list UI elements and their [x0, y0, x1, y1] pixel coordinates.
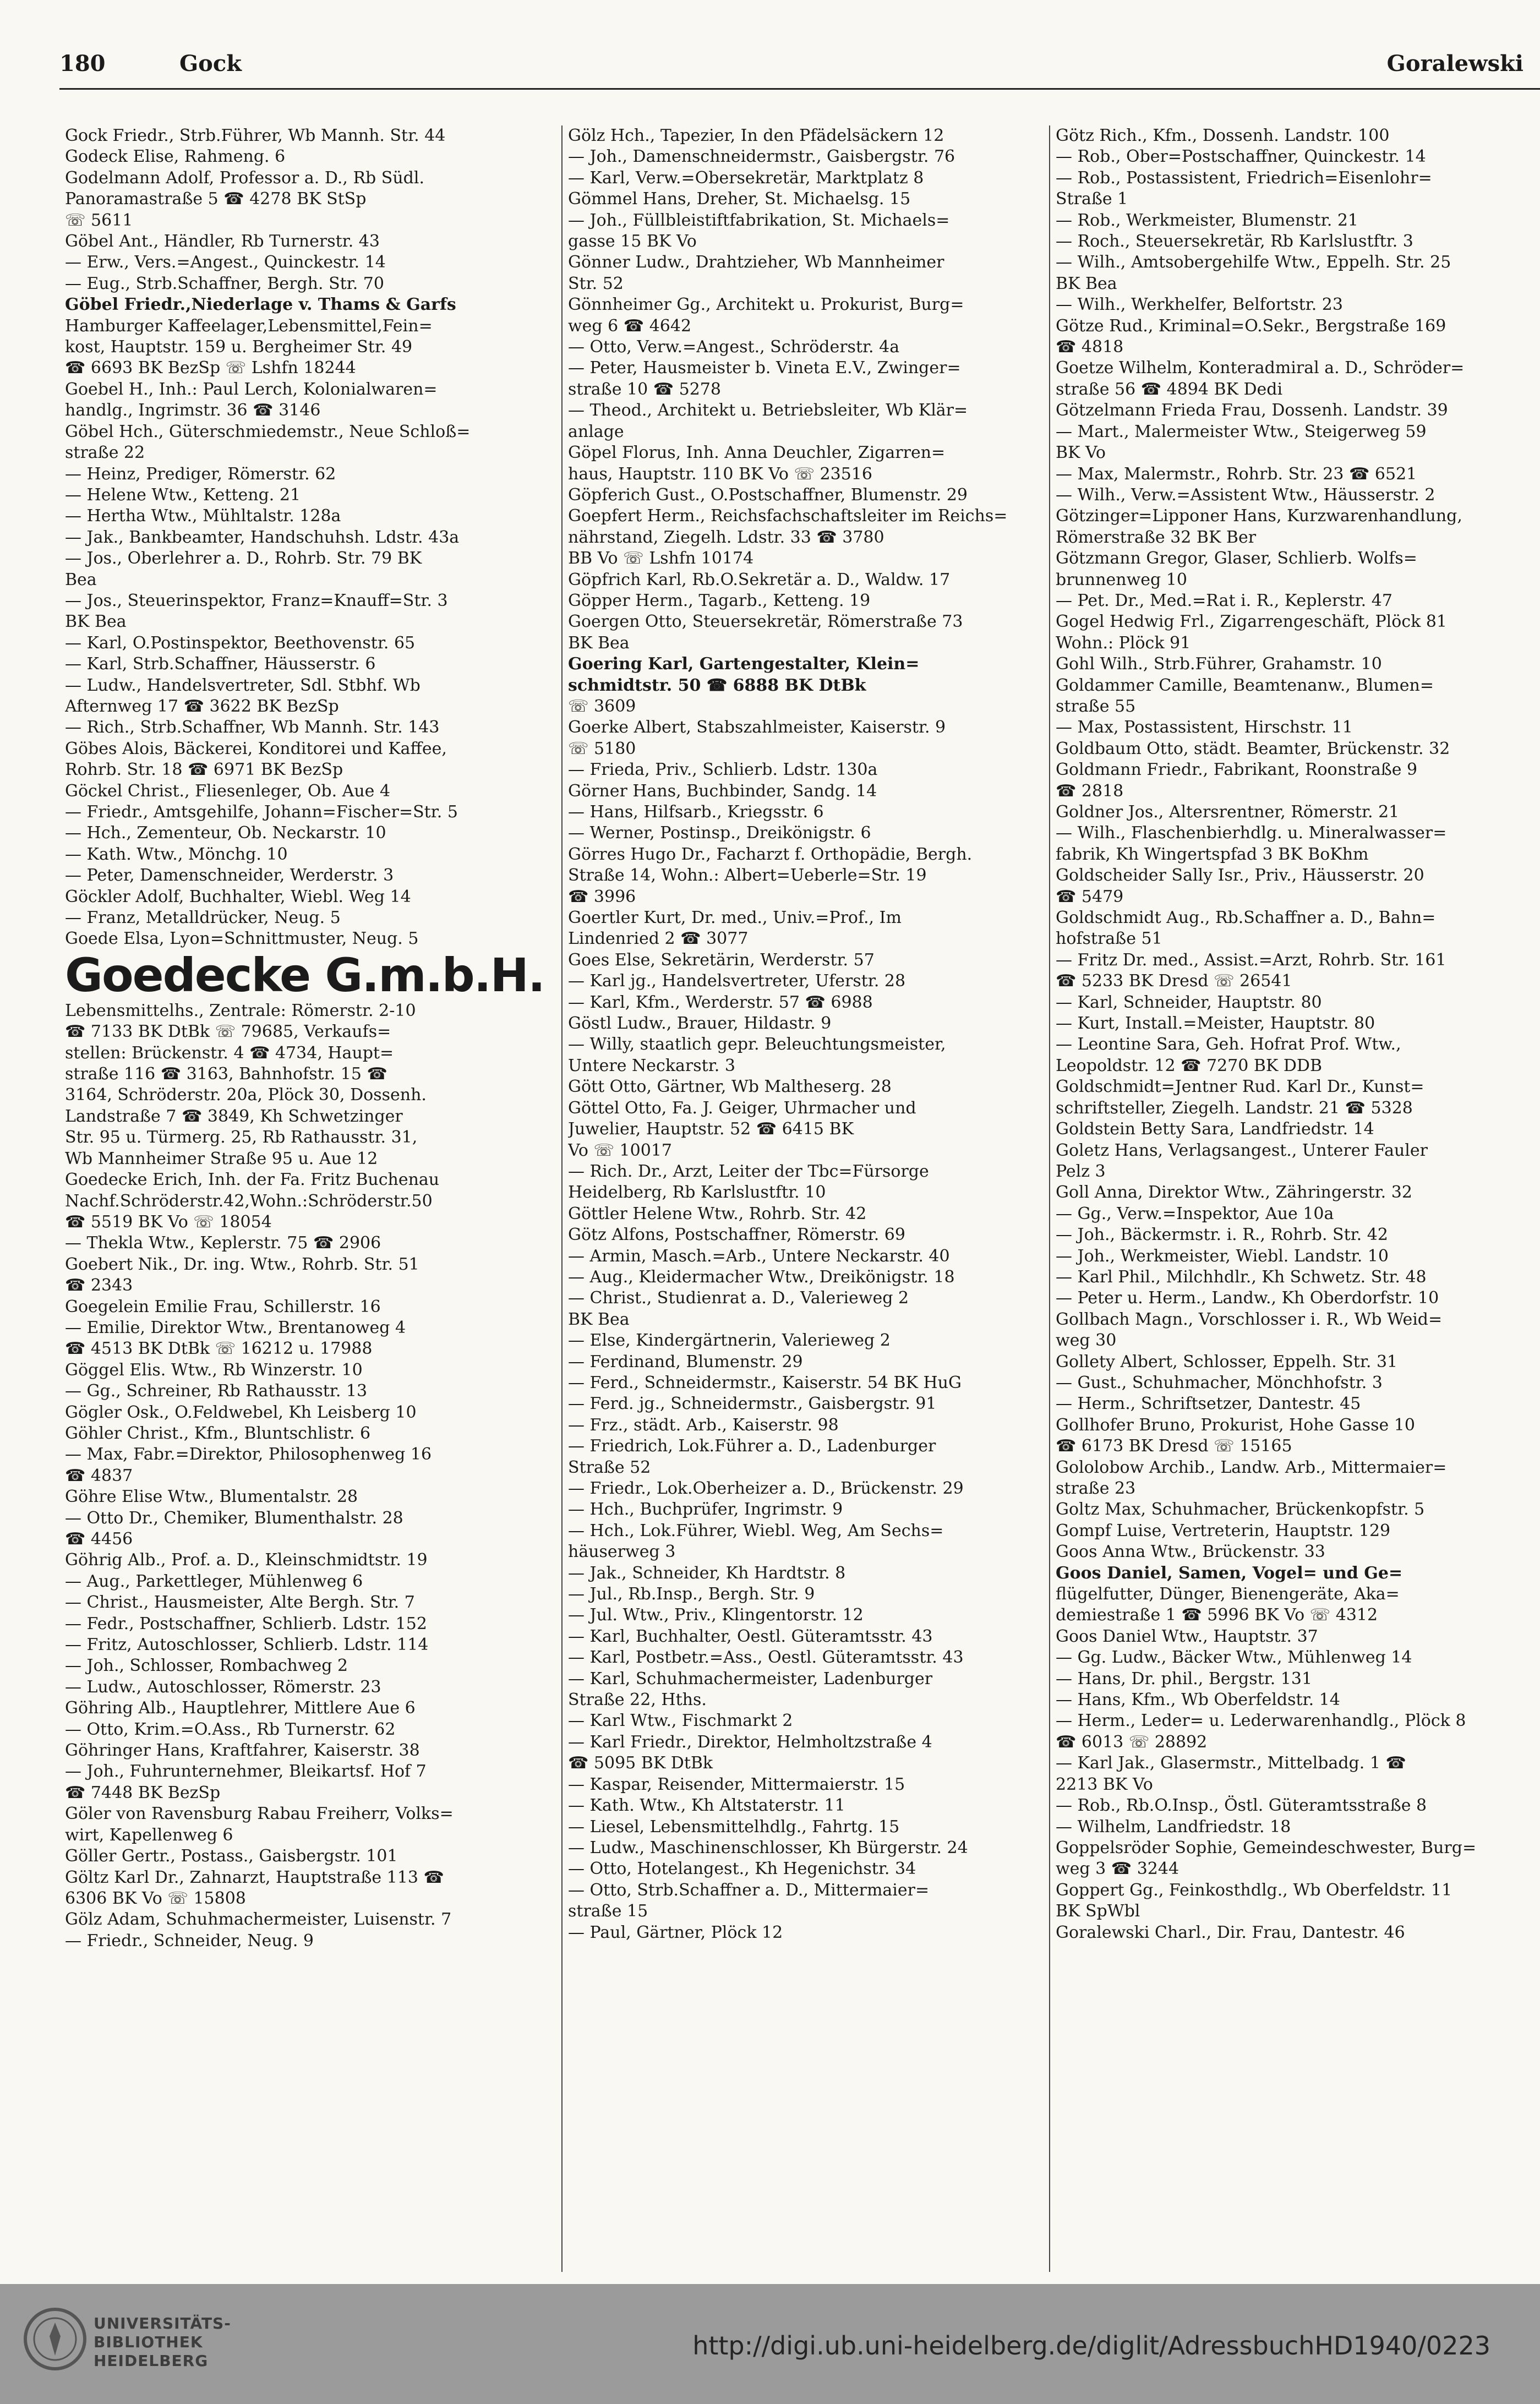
directory-entry: — Ferd., Schneidermstr., Kaiserstr. 54 BK HuG [568, 1373, 962, 1392]
directory-entry: anlage [568, 422, 624, 441]
directory-entry: Goede Elsa, Lyon=Schnittmuster, Neug. 5 [65, 929, 419, 949]
directory-entry: Goll Anna, Direktor Wtw., Zähringerstr. 32 [1056, 1183, 1412, 1203]
directory-entry: kost, Hauptstr. 159 u. Bergheimer Str. 49 [65, 337, 413, 357]
directory-entry: — Frieda, Priv., Schlierb. Ldstr. 130a [568, 760, 878, 780]
directory-entry: — Willy, staatlich gepr. Beleuchtungsmeister, [568, 1035, 946, 1055]
directory-entry: Göhler Christ., Kfm., Bluntschlistr. 6 [65, 1423, 371, 1443]
directory-entry: Str. 52 [568, 274, 624, 293]
directory-entry: Gollety Albert, Schlosser, Eppelh. Str. 31 [1056, 1352, 1398, 1372]
directory-entry: Straße 14, Wohn.: Albert=Ueberle=Str. 19 [568, 866, 927, 886]
directory-entry: Götz Rich., Kfm., Dossenh. Landstr. 100 [1056, 126, 1390, 145]
directory-entry: Heidelberg, Rb Karlslustftr. 10 [568, 1183, 826, 1203]
directory-entry: Gömmel Hans, Dreher, St. Michaelsg. 15 [568, 189, 911, 209]
directory-entry: — Friedr., Schneider, Neug. 9 [65, 1931, 314, 1950]
directory-entry: Götzinger=Lipponer Hans, Kurzwarenhandlung, [1056, 506, 1462, 526]
directory-entry: ☏ 5180 [568, 739, 636, 758]
directory-entry: Gohl Wilh., Strb.Führer, Grahamstr. 10 [1056, 654, 1382, 674]
directory-entry: Goldner Jos., Altersrentner, Römerstr. 21 [1056, 802, 1400, 822]
directory-entry: — Wilh., Werkhelfer, Belfortstr. 23 [1056, 295, 1343, 315]
directory-entry: hofstraße 51 [1056, 929, 1162, 949]
library-name [94, 2314, 231, 2370]
directory-entry: ☎ 2818 [1056, 781, 1124, 801]
directory-entry: Goletz Hans, Verlagsangest., Unterer Fauler [1056, 1140, 1428, 1160]
directory-entry: — Karl, Postbetr.=Ass., Oestl. Güteramtsstr. 43 [568, 1648, 964, 1668]
directory-entry: — Erw., Vers.=Angest., Quinckestr. 14 [65, 253, 386, 272]
directory-entry: — Hans, Kfm., Wb Oberfeldstr. 14 [1056, 1690, 1340, 1710]
directory-entry: schmidtstr. 50 ☎ 6888 BK DtBk [568, 675, 866, 695]
directory-entry: — Rob., Werkmeister, Blumenstr. 21 [1056, 210, 1359, 230]
directory-entry: straße 55 [1056, 696, 1136, 716]
page-header [59, 51, 1523, 78]
directory-entry: Gölz Adam, Schuhmachermeister, Luisenstr. 7 [65, 1910, 452, 1930]
directory-entry: straße 23 [1056, 1479, 1136, 1498]
directory-entry: Goergen Otto, Steuersekretär, Römerstraße 73 [568, 612, 963, 632]
directory-entry: Goegelein Emilie Frau, Schillerstr. 16 [65, 1297, 381, 1316]
directory-entry: — Rich., Strb.Schaffner, Wb Mannh. Str. 143 [65, 718, 440, 737]
directory-entry: — Werner, Postinsp., Dreikönigstr. 6 [568, 823, 871, 843]
directory-entry: — Kurt, Install.=Meister, Hauptstr. 80 [1056, 1014, 1375, 1034]
directory-entry: — Hans, Hilfsarb., Kriegsstr. 6 [568, 802, 824, 822]
directory-entry: — Max, Postassistent, Hirschstr. 11 [1056, 718, 1353, 737]
directory-entry: Göggel Elis. Wtw., Rb Winzerstr. 10 [65, 1360, 363, 1380]
directory-entry: Göpel Florus, Inh. Anna Deuchler, Zigarren= [568, 443, 946, 463]
directory-entry: — Wilhelm, Landfriedstr. 18 [1056, 1817, 1291, 1837]
directory-entry: Panoramastraße 5 ☎ 4278 BK StSp [65, 189, 367, 209]
directory-entry: — Otto, Hotelangest., Kh Hegenichstr. 34 [568, 1859, 916, 1879]
directory-entry: — Karl, Strb.Schaffner, Häusserstr. 6 [65, 654, 376, 674]
directory-entry: 6306 BK Vo ☏ 15808 [65, 1888, 246, 1908]
directory-entry: — Karl, Verw.=Obersekretär, Marktplatz 8 [568, 168, 924, 188]
directory-entry: Goos Daniel, Samen, Vogel= und Ge= [1056, 1563, 1403, 1583]
source-url-link[interactable]: http://digi.ub.uni-heidelberg.de/diglit/AdressbuchHD1940/0223 [692, 2331, 1490, 2361]
directory-entry: ☎ 5233 BK Dresd ☏ 26541 [1056, 971, 1292, 991]
directory-entry: — Helene Wtw., Ketteng. 21 [65, 485, 301, 505]
directory-entry: BB Vo ☏ Lshfn 10174 [568, 549, 754, 569]
directory-entry: gasse 15 BK Vo [568, 232, 697, 252]
library-name-line: UNIVERSITÄTS- [94, 2314, 231, 2332]
directory-entry: Rohrb. Str. 18 ☎ 6971 BK BezSp [65, 760, 343, 780]
directory-entry: — Gust., Schuhmacher, Mönchhofstr. 3 [1056, 1373, 1383, 1392]
directory-entry: — Liesel, Lebensmittelhdlg., Fahrtg. 15 [568, 1817, 900, 1837]
directory-entry: — Otto, Verw.=Angest., Schröderstr. 4a [568, 337, 900, 357]
directory-entry: Göbel Hch., Güterschmiedemstr., Neue Schloß= [65, 422, 471, 441]
directory-entry: straße 10 ☎ 5278 [568, 379, 721, 399]
directory-entry: ☎ 5519 BK Vo ☏ 18054 [65, 1212, 272, 1232]
directory-entry: — Gg. Ludw., Bäcker Wtw., Mühlenweg 14 [1056, 1648, 1412, 1668]
directory-entry: — Jos., Steuerinspektor, Franz=Knauff=Str. 3 [65, 591, 448, 610]
directory-entry: ☏ 5611 [65, 210, 133, 230]
directory-entry: — Joh., Füllbleistiftfabrikation, St. Michaels= [568, 210, 950, 230]
directory-entry: — Kaspar, Reisender, Mittermaierstr. 15 [568, 1774, 905, 1794]
directory-entry: — Herm., Leder= u. Lederwarenhandlg., Plöck 8 [1056, 1711, 1466, 1731]
library-footer [0, 2284, 1540, 2404]
library-name-line: BIBLIOTHEK [94, 2333, 203, 2351]
directory-entry: Gollbach Magn., Vorschlosser i. R., Wb Weid= [1056, 1309, 1443, 1329]
directory-entry: Straße 1 [1056, 189, 1128, 209]
directory-entry: Göttler Helene Wtw., Rohrb. Str. 42 [568, 1204, 867, 1223]
directory-entry: — Joh., Fuhrunternehmer, Bleikartsf. Hof 7 [65, 1762, 427, 1782]
directory-entry: — Karl, Schneider, Hauptstr. 80 [1056, 992, 1322, 1012]
directory-entry: Goetze Wilhelm, Konteradmiral a. D., Schröder= [1056, 358, 1465, 378]
directory-entry: demiestraße 1 ☎ 5996 BK Vo ☏ 4312 [1056, 1605, 1378, 1625]
directory-entry: — Theod., Architekt u. Betriebsleiter, Wb Klär= [568, 401, 968, 420]
directory-entry: — Karl, Kfm., Werderstr. 57 ☎ 6988 [568, 992, 873, 1012]
directory-entry: — Wilh., Amtsobergehilfe Wtw., Eppelh. Str. 25 [1056, 253, 1451, 272]
header-rule [59, 88, 1540, 90]
directory-entry: Göstl Ludw., Brauer, Hildastr. 9 [568, 1014, 832, 1034]
directory-entry: straße 22 [65, 443, 145, 463]
directory-entry: Götzmann Gregor, Glaser, Schlierb. Wolfs= [1056, 549, 1417, 569]
directory-entry: — Hch., Zementeur, Ob. Neckarstr. 10 [65, 823, 386, 843]
directory-entry: BK Bea [65, 612, 127, 632]
directory-entry: Gololobow Archib., Landw. Arb., Mittermaier= [1056, 1457, 1447, 1477]
directory-entry: — Gg., Schreiner, Rb Rathausstr. 13 [65, 1381, 368, 1401]
directory-entry: Göler von Ravensburg Rabau Freiherr, Volks= [65, 1804, 454, 1824]
directory-entry: Vo ☏ 10017 [568, 1140, 672, 1160]
directory-entry: brunnenweg 10 [1056, 570, 1187, 589]
directory-entry: fabrik, Kh Wingertspfad 3 BK BoKhm [1056, 844, 1369, 864]
directory-entry: — Joh., Bäckermstr. i. R., Rohrb. Str. 42 [1056, 1225, 1388, 1245]
directory-entry: — Ludw., Maschinenschlosser, Kh Bürgerstr. 24 [568, 1838, 968, 1857]
directory-entry: Göbel Ant., Händler, Rb Turnerstr. 43 [65, 232, 380, 252]
directory-entry: ☎ 4456 [65, 1529, 133, 1549]
directory-entry: ☎ 4837 [65, 1466, 133, 1485]
directory-entry: — Jak., Schneider, Kh Hardtstr. 8 [568, 1563, 846, 1583]
directory-entry: — Karl jg., Handelsvertreter, Uferstr. 28 [568, 971, 906, 991]
directory-entry: Godeck Elise, Rahmeng. 6 [65, 147, 286, 167]
directory-entry: — Eug., Strb.Schaffner, Bergh. Str. 70 [65, 274, 384, 293]
directory-entry: Göckel Christ., Fliesenleger, Ob. Aue 4 [65, 781, 391, 801]
directory-entry: Goebert Nik., Dr. ing. Wtw., Rohrb. Str. 51 [65, 1254, 419, 1274]
directory-entry: — Christ., Hausmeister, Alte Bergh. Str. 7 [65, 1593, 415, 1613]
directory-entry: — Kath. Wtw., Mönchg. 10 [65, 844, 288, 864]
directory-entry: BK Bea [568, 633, 630, 653]
directory-entry: Lebensmittelhs., Zentrale: Römerstr. 2-10 [65, 1001, 416, 1020]
directory-entry: Gompf Luise, Vertreterin, Hauptstr. 129 [1056, 1521, 1391, 1540]
directory-entry: Görres Hugo Dr., Facharzt f. Orthopädie, Bergh. [568, 844, 973, 864]
directory-entry: — Friedr., Lok.Oberheizer a. D., Brückenstr. 29 [568, 1479, 964, 1498]
directory-entry: flügelfutter, Dünger, Bienengeräte, Aka= [1056, 1585, 1400, 1604]
header-right-keyword: Goralewski [1386, 51, 1523, 77]
directory-entry: — Wilh., Flaschenbierhdlg. u. Mineralwasser= [1056, 823, 1447, 843]
directory-entry: Goltz Max, Schuhmacher, Brückenkopfstr. 5 [1056, 1500, 1425, 1520]
directory-entry: Nachf.Schröderstr.42,Wohn.:Schröderstr.50 [65, 1191, 433, 1211]
directory-entry: Goralewski Charl., Dir. Frau, Dantestr. 46 [1056, 1922, 1405, 1942]
directory-entry: Goldscheider Sally Isr., Priv., Häusserstr. 20 [1056, 866, 1424, 886]
directory-entry: Goes Else, Sekretärin, Werderstr. 57 [568, 950, 875, 970]
page-number: 180 [59, 51, 106, 77]
directory-entry: Goedecke G.m.b.H. [65, 949, 544, 1001]
directory-entry: Göhringer Hans, Kraftfahrer, Kaiserstr. 38 [65, 1741, 420, 1761]
directory-entry: Göttel Otto, Fa. J. Geiger, Uhrmacher und [568, 1098, 916, 1118]
directory-entry: Goldschmidt=Jentner Rud. Karl Dr., Kunst= [1056, 1077, 1424, 1097]
directory-entry: Goldmann Friedr., Fabrikant, Roonstraße 9 [1056, 760, 1418, 780]
directory-entry: — Herm., Schriftsetzer, Dantestr. 45 [1056, 1394, 1361, 1414]
directory-entry: Goepfert Herm., Reichsfachschaftsleiter im Reichs= [568, 506, 1008, 526]
directory-entry: schriftsteller, Ziegelh. Landstr. 21 ☎ 5328 [1056, 1098, 1413, 1118]
directory-entry: ☎ 5479 [1056, 887, 1124, 906]
directory-entry: — Gg., Verw.=Inspektor, Aue 10a [1056, 1204, 1334, 1223]
directory-entry: — Peter, Damenschneider, Werderstr. 3 [65, 866, 394, 886]
directory-entry: — Karl Wtw., Fischmarkt 2 [568, 1711, 793, 1731]
directory-entry: — Christ., Studienrat a. D., Valerieweg 2 [568, 1288, 909, 1308]
directory-entry: ☎ 2343 [65, 1276, 133, 1296]
directory-entry: — Karl, Buchhalter, Oestl. Güteramtsstr. 43 [568, 1626, 933, 1646]
directory-entry: — Karl Friedr., Direktor, Helmholtzstraße 4 [568, 1732, 932, 1752]
directory-entry: ☎ 7448 BK BezSp [65, 1783, 221, 1802]
directory-entry: — Joh., Schlosser, Rombachweg 2 [65, 1656, 348, 1676]
directory-entry: Bea [65, 570, 97, 589]
directory-entry: — Leontine Sara, Geh. Hofrat Prof. Wtw., [1056, 1035, 1401, 1055]
directory-entry: — Joh., Damenschneidermstr., Gaisbergstr. 76 [568, 147, 955, 167]
directory-entry: Straße 22, Hths. [568, 1690, 707, 1710]
directory-entry: straße 56 ☎ 4894 BK Dedi [1056, 379, 1283, 399]
directory-entry: — Heinz, Prediger, Römerstr. 62 [65, 464, 336, 484]
directory-entry: — Ferdinand, Blumenstr. 29 [568, 1352, 803, 1372]
directory-entry: ☎ 6693 BK BezSp ☏ Lshfn 18244 [65, 358, 356, 378]
directory-entry: Göhre Elise Wtw., Blumentalstr. 28 [65, 1487, 358, 1507]
directory-entry: Göpper Herm., Tagarb., Ketteng. 19 [568, 591, 871, 610]
directory-entry: Göhring Alb., Hauptlehrer, Mittlere Aue 6 [65, 1698, 416, 1718]
directory-entry: — Pet. Dr., Med.=Rat i. R., Keplerstr. 47 [1056, 591, 1392, 610]
directory-entry: Göckler Adolf, Buchhalter, Wiebl. Weg 14 [65, 887, 411, 906]
directory-entry: — Frz., städt. Arb., Kaiserstr. 98 [568, 1415, 839, 1435]
directory-entry: — Thekla Wtw., Keplerstr. 75 ☎ 2906 [65, 1233, 381, 1253]
directory-entry: Göhrig Alb., Prof. a. D., Kleinschmidtstr. 19 [65, 1550, 428, 1570]
directory-entry: häuserweg 3 [568, 1542, 676, 1562]
directory-entry: Goertler Kurt, Dr. med., Univ.=Prof., Im [568, 908, 902, 928]
directory-entry: Göbel Friedr.,Niederlage v. Thams & Garfs [65, 295, 456, 315]
directory-entry: — Max, Fabr.=Direktor, Philosophenweg 16 [65, 1445, 432, 1465]
directory-entry: Götze Rud., Kriminal=O.Sekr., Bergstraße 169 [1056, 316, 1446, 336]
directory-entry: BK Bea [568, 1309, 630, 1329]
directory-entry: Goldstein Betty Sara, Landfriedstr. 14 [1056, 1119, 1374, 1139]
library-name-line: HEIDELBERG [94, 2352, 209, 2370]
directory-entry: Goldammer Camille, Beamtenanw., Blumen= [1056, 675, 1434, 695]
directory-entry: — Jak., Bankbeamter, Handschuhsh. Ldstr. 43a [65, 527, 460, 547]
directory-entry: Pelz 3 [1056, 1161, 1106, 1181]
directory-entry: Gönner Ludw., Drahtzieher, Wb Mannheimer [568, 253, 944, 272]
directory-entry: Str. 95 u. Türmerg. 25, Rb Rathausstr. 31, [65, 1128, 418, 1148]
directory-entry: BK SpWbl [1056, 1902, 1140, 1921]
directory-entry: Gölz Hch., Tapezier, In den Pfädelsäckern 12 [568, 126, 944, 145]
directory-entry: — Friedr., Amtsgehilfe, Johann=Fischer=Str. 5 [65, 802, 458, 822]
directory-entry: — Joh., Werkmeister, Wiebl. Landstr. 10 [1056, 1246, 1389, 1266]
directory-entry: Göller Gertr., Postass., Gaisbergstr. 101 [65, 1846, 398, 1866]
directory-entry: Goos Anna Wtw., Brückenstr. 33 [1056, 1542, 1325, 1562]
directory-entry: — Hans, Dr. phil., Bergstr. 131 [1056, 1669, 1313, 1689]
directory-entry: — Karl, Schuhmachermeister, Ladenburger [568, 1669, 933, 1689]
directory-entry: Lindenried 2 ☎ 3077 [568, 929, 749, 949]
directory-entry: — Fritz, Autoschlosser, Schlierb. Ldstr. 114 [65, 1635, 429, 1655]
directory-entry: Leopoldstr. 12 ☎ 7270 BK DDB [1056, 1056, 1323, 1075]
directory-entry: Götzelmann Frieda Frau, Dossenh. Landstr. 39 [1056, 401, 1448, 420]
directory-entry: — Peter u. Herm., Landw., Kh Oberdorfstr. 10 [1056, 1288, 1439, 1308]
directory-entry: — Hch., Lok.Führer, Wiebl. Weg, Am Sechs= [568, 1521, 944, 1540]
column-1 [65, 125, 555, 2272]
directory-entry: Göbes Alois, Bäckerei, Konditorei und Kaffee, [65, 739, 447, 758]
directory-entry: Goering Karl, Gartengestalter, Klein= [568, 654, 920, 674]
directory-entry: ☎ 4818 [1056, 337, 1124, 357]
directory-entry: — Karl, O.Postinspektor, Beethovenstr. 65 [65, 633, 416, 653]
directory-entry: — Otto, Krim.=O.Ass., Rb Turnerstr. 62 [65, 1719, 396, 1739]
directory-entry: — Karl Jak., Glasermstr., Mittelbadg. 1 ☎ [1056, 1753, 1406, 1773]
directory-entry: Göpfrich Karl, Rb.O.Sekretär a. D., Waldw. 17 [568, 570, 951, 589]
directory-entry: Gögler Osk., O.Feldwebel, Kh Leisberg 10 [65, 1402, 417, 1422]
directory-entry: — Friedrich, Lok.Führer a. D., Ladenburger [568, 1436, 936, 1456]
directory-entry: — Else, Kindergärtnerin, Valerieweg 2 [568, 1331, 891, 1351]
directory-entry: ☎ 6173 BK Dresd ☏ 15165 [1056, 1436, 1292, 1456]
directory-entry: Gogel Hedwig Frl., Zigarrengeschäft, Plöck 81 [1056, 612, 1448, 632]
directory-entry: — Rob., Postassistent, Friedrich=Eisenlohr= [1056, 168, 1432, 188]
directory-entry: Gock Friedr., Strb.Führer, Wb Mannh. Str. 44 [65, 126, 446, 145]
directory-entry: — Rob., Rb.O.Insp., Östl. Güteramtsstraße 8 [1056, 1796, 1427, 1816]
directory-entry: — Mart., Malermeister Wtw., Steigerweg 59 [1056, 422, 1427, 441]
directory-entry: ☎ 4513 BK DtBk ☏ 16212 u. 17988 [65, 1339, 373, 1359]
directory-entry: weg 30 [1056, 1331, 1117, 1351]
directory-entry: Goedecke Erich, Inh. der Fa. Fritz Buchenau [65, 1170, 440, 1190]
directory-entry: — Otto Dr., Chemiker, Blumenthalstr. 28 [65, 1508, 403, 1528]
directory-entry: — Rich. Dr., Arzt, Leiter der Tbc=Fürsorge [568, 1161, 929, 1181]
directory-entry: — Ludw., Handelsvertreter, Sdl. Stbhf. Wb [65, 675, 421, 695]
directory-entry: Gött Otto, Gärtner, Wb Maltheserg. 28 [568, 1077, 892, 1097]
directory-entry: Göltz Karl Dr., Zahnarzt, Hauptstraße 113 ☎ [65, 1867, 444, 1887]
directory-entry: ☏ 3609 [568, 696, 636, 716]
directory-entry: — Roch., Steuersekretär, Rb Karlslustftr. 3 [1056, 232, 1413, 252]
directory-entry: — Franz, Metalldrücker, Neug. 5 [65, 908, 341, 928]
directory-entry: Landstraße 7 ☎ 3849, Kh Schwetzinger [65, 1106, 403, 1126]
directory-entry: — Jul. Wtw., Priv., Klingentorstr. 12 [568, 1605, 864, 1625]
directory-entry: 3164, Schröderstr. 20a, Plöck 30, Dossenh. [65, 1085, 427, 1105]
directory-entry: — Hch., Buchprüfer, Ingrimstr. 9 [568, 1500, 843, 1520]
directory-entry: — Max, Malermstr., Rohrb. Str. 23 ☎ 6521 [1056, 464, 1417, 484]
directory-entry: Untere Neckarstr. 3 [568, 1056, 735, 1075]
directory-entry: — Fritz Dr. med., Assist.=Arzt, Rohrb. Str. 161 [1056, 950, 1446, 970]
directory-entry: — Wilh., Verw.=Assistent Wtw., Häusserstr. 2 [1056, 485, 1435, 505]
directory-entry: — Ferd. jg., Schneidermstr., Gaisbergstr. 91 [568, 1394, 937, 1414]
directory-entry: BK Bea [1056, 274, 1117, 293]
directory-entry: Goldbaum Otto, städt. Beamter, Brückenstr. 32 [1056, 739, 1450, 758]
directory-entry: ☎ 7133 BK DtBk ☏ 79685, Verkaufs= [65, 1022, 391, 1042]
directory-entry: — Peter, Hausmeister b. Vineta E.V., Zwinger= [568, 358, 961, 378]
directory-entry: Hamburger Kaffeelager,Lebensmittel,Fein= [65, 316, 433, 336]
directory-entry: Goos Daniel Wtw., Hauptstr. 37 [1056, 1626, 1318, 1646]
directory-entry: — Hertha Wtw., Mühltalstr. 128a [65, 506, 341, 526]
directory-entry: — Aug., Parkettleger, Mühlenweg 6 [65, 1571, 363, 1591]
directory-entry: Godelmann Adolf, Professor a. D., Rb Südl. [65, 168, 424, 188]
directory-entry: BK Vo [1056, 443, 1106, 463]
directory-entry: — Aug., Kleidermacher Wtw., Dreikönigstr. 18 [568, 1267, 955, 1287]
directory-entry: Juwelier, Hauptstr. 52 ☎ 6415 BK [568, 1119, 854, 1139]
directory-entry: Wb Mannheimer Straße 95 u. Aue 12 [65, 1149, 378, 1168]
directory-entry: Gollhofer Bruno, Prokurist, Hohe Gasse 10 [1056, 1415, 1415, 1435]
directory-entry: Goerke Albert, Stabszahlmeister, Kaiserstr. 9 [568, 718, 946, 737]
directory-entry: Gönnheimer Gg., Architekt u. Prokurist, Burg= [568, 295, 964, 315]
directory-entry: — Fedr., Postschaffner, Schlierb. Ldstr. 152 [65, 1614, 427, 1633]
directory-entry: — Rob., Ober=Postschaffner, Quinckestr. 14 [1056, 147, 1426, 167]
directory-entry: ☎ 6013 ☏ 28892 [1056, 1732, 1208, 1752]
directory-entry: stellen: Brückenstr. 4 ☎ 4734, Haupt= [65, 1043, 394, 1063]
university-seal-icon [22, 2306, 88, 2372]
directory-entry: Goebel H., Inh.: Paul Lerch, Kolonialwaren= [65, 379, 438, 399]
directory-entry: straße 116 ☎ 3163, Bahnhofstr. 15 ☎ [65, 1064, 387, 1084]
directory-entry: — Kath. Wtw., Kh Altstaterstr. 11 [568, 1796, 845, 1816]
directory-entry: wirt, Kapellenweg 6 [65, 1825, 233, 1845]
directory-entry: — Otto, Strb.Schaffner a. D., Mittermaier= [568, 1880, 930, 1900]
directory-entry: — Jos., Oberlehrer a. D., Rohrb. Str. 79 BK [65, 549, 422, 569]
directory-entry: weg 6 ☎ 4642 [568, 316, 692, 336]
directory-entry: Straße 52 [568, 1457, 651, 1477]
directory-entry: weg 3 ☎ 3244 [1056, 1859, 1179, 1879]
column-2 [561, 125, 1052, 2272]
directory-entry: 2213 BK Vo [1056, 1774, 1153, 1794]
directory-entry: handlg., Ingrimstr. 36 ☎ 3146 [65, 401, 321, 420]
directory-entry: Götz Alfons, Postschaffner, Römerstr. 69 [568, 1225, 905, 1245]
directory-entry: Görner Hans, Buchbinder, Sandg. 14 [568, 781, 877, 801]
header-left-keyword: Gock [179, 51, 242, 77]
directory-entry: — Karl Phil., Milchhdlr., Kh Schwetz. Str. 48 [1056, 1267, 1427, 1287]
directory-entry: Goldschmidt Aug., Rb.Schaffner a. D., Bahn= [1056, 908, 1436, 928]
directory-entry: ☎ 5095 BK DtBk [568, 1753, 713, 1773]
directory-entry: — Jul., Rb.Insp., Bergh. Str. 9 [568, 1585, 815, 1604]
directory-entry: ☎ 3996 [568, 887, 636, 906]
directory-entry: Römerstraße 32 BK Ber [1056, 527, 1257, 547]
directory-entry: — Ludw., Autoschlosser, Römerstr. 23 [65, 1677, 381, 1697]
directory-entry: Goppert Gg., Feinkosthdlg., Wb Oberfeldstr. 11 [1056, 1880, 1452, 1900]
column-3 [1049, 125, 1534, 2272]
directory-entry: — Emilie, Direktor Wtw., Brentanoweg 4 [65, 1318, 406, 1337]
directory-entry: straße 15 [568, 1902, 648, 1921]
directory-entry: haus, Hauptstr. 110 BK Vo ☏ 23516 [568, 464, 872, 484]
directory-entry: Afternweg 17 ☎ 3622 BK BezSp [65, 696, 339, 716]
directory-entry: Göpferich Gust., O.Postschaffner, Blumenstr. 29 [568, 485, 968, 505]
directory-entry: Wohn.: Plöck 91 [1056, 633, 1191, 653]
directory-entry: — Paul, Gärtner, Plöck 12 [568, 1922, 783, 1942]
directory-entry: — Armin, Masch.=Arb., Untere Neckarstr. 40 [568, 1246, 950, 1266]
directory-entry: nährstand, Ziegelh. Ldstr. 33 ☎ 3780 [568, 527, 884, 547]
directory-entry: Goppelsröder Sophie, Gemeindeschwester, Burg= [1056, 1838, 1477, 1857]
